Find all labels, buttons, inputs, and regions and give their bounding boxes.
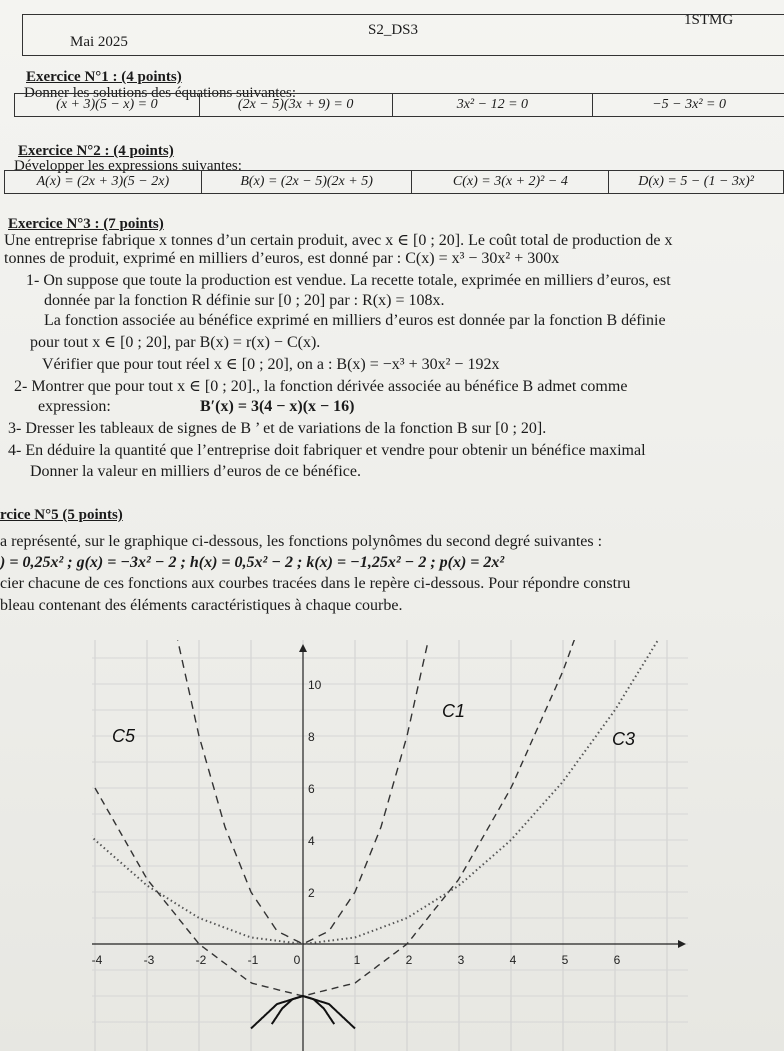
ex3-q1-line: pour tout x ∈ [0 ; 20], par B(x) = r(x) − C(x). — [30, 334, 321, 351]
curve-label-c3: C3 — [612, 729, 636, 749]
x-tick-label: 2 — [405, 953, 413, 967]
x-tick-label: 1 — [353, 953, 361, 967]
ex1-equation: (x + 3)(5 − x) = 0 — [15, 94, 200, 116]
x-tick-label: 6 — [613, 953, 621, 967]
parabola-graph — [60, 628, 780, 1051]
ex3-q4-line: 4- En déduire la quantité que l’entreprise doit fabriquer et vendre pour obtenir un bénéfice maximal — [8, 442, 646, 459]
grid — [92, 640, 688, 1051]
ex3-q1-line: La fonction associée au bénéfice exprimé en milliers d’euros est donnée par la fonction B définie — [44, 312, 666, 329]
x-tick-label: 3 — [457, 953, 465, 967]
ex1-equation: 3x² − 12 = 0 — [393, 94, 594, 116]
ex2-expression: D(x) = 5 − (1 − 3x)² — [638, 174, 754, 189]
ex3-intro-line: Une entreprise fabrique x tonnes d’un certain produit, avec x ∈ [0 ; 20]. Le coût total de production de x — [4, 232, 673, 249]
x-tick-label: -2 — [195, 953, 207, 967]
ex3-q1-line: donnée par la fonction R définie sur [0 ; 20] par : R(x) = 108x. — [44, 292, 445, 309]
ex3-q1-line: 1- On suppose que toute la production est vendue. La recette totale, exprimée en milliers d’euros, est — [26, 272, 671, 289]
ex1-equation: −5 − 3x² = 0 — [652, 97, 726, 112]
ex3-q2-line: 2- Montrer que pour tout x ∈ [0 ; 20]., la fonction dérivée associée au bénéfice B admet comme — [14, 378, 628, 395]
x-tick-label: -3 — [143, 953, 155, 967]
ex5-line: bleau contenant des éléments caractéristiques à chaque courbe. — [0, 597, 403, 614]
ex1-instruction: Donner les solutions des équations suivantes: — [24, 85, 297, 101]
ex3-title: Exercice N°3 : (7 points) — [8, 216, 164, 232]
x-tick-label: 4 — [509, 953, 517, 967]
y-tick-label: 8 — [308, 730, 315, 744]
ex1-title: Exercice N°1 : (4 points) — [26, 69, 182, 85]
ex1-equation-table — [14, 93, 784, 117]
x-tick-label: -4 — [91, 953, 103, 967]
ex1-equation: (2x − 5)(3x + 9) = 0 — [200, 94, 393, 116]
x-tick-label: 5 — [561, 953, 569, 967]
ex3-intro-line: tonnes de produit, exprimé en milliers d’euros, est donné par : C(x) = x³ − 30x² + 300x — [4, 250, 560, 267]
ex2-expression: C(x) = 3(x + 2)² − 4 — [412, 171, 609, 193]
ex3-q4-line: Donner la valeur en milliers d’euros de ce bénéfice. — [30, 463, 361, 480]
ex5-title: rcice N°5 (5 points) — [0, 507, 123, 523]
x-tick-label: -1 — [247, 953, 259, 967]
ex2-expression-table — [4, 170, 784, 194]
ex3-q2-line: expression: — [38, 398, 111, 415]
ex2-title: Exercice N°2 : (4 points) — [18, 143, 174, 159]
curve-c3 — [95, 628, 667, 996]
y-tick-label: 10 — [308, 678, 322, 692]
curve-c5 — [69, 628, 667, 944]
y-tick-label: 4 — [308, 834, 315, 848]
ex5-functions-line: ) = 0,25x² ; g(x) = −3x² − 2 ; h(x) = 0,5x² − 2 ; k(x) = −1,25x² − 2 ; p(x) = 2x² — [0, 554, 505, 571]
ex3-q3-line: 3- Dresser les tableaux de signes de B ’ et de variations de la fonction B sur [0 ; 20]. — [8, 420, 547, 437]
ex2-instruction: Développer les expressions suivantes: — [14, 158, 242, 174]
y-tick-label: 2 — [308, 886, 315, 900]
curve-label-c5: C5 — [112, 726, 136, 746]
ex5-line: a représenté, sur le graphique ci-dessous, les fonctions polynômes du second degré suivantes : — [0, 533, 603, 550]
ex3-q1-line: Vérifier que pour tout réel x ∈ [0 ; 20], on a : B(x) = −x³ + 30x² − 192x — [42, 356, 500, 373]
axes — [92, 644, 686, 1051]
curve-label-c1: C1 — [442, 701, 466, 721]
header-date: Mai 2025 — [70, 34, 128, 50]
header-code: S2_DS3 — [368, 22, 419, 38]
ex2-expression: A(x) = (2x + 3)(5 − 2x) — [5, 171, 202, 193]
y-tick-label: 6 — [308, 782, 315, 796]
curve-labels — [112, 701, 635, 749]
ex2-expression: B(x) = (2x − 5)(2x + 5) — [202, 171, 413, 193]
x-tick-label: 0 — [293, 953, 301, 967]
header-class: 1STMG — [684, 12, 734, 28]
x-axis-arrow — [678, 940, 686, 948]
ex3-derivative: B′(x) = 3(4 − x)(x − 16) — [200, 398, 355, 415]
curves — [69, 628, 667, 1029]
y-axis-arrow — [299, 644, 307, 652]
ex5-line: cier chacune de ces fonctions aux courbes tracées dans le repère ci-dessous. Pour répondre constru — [0, 575, 631, 592]
